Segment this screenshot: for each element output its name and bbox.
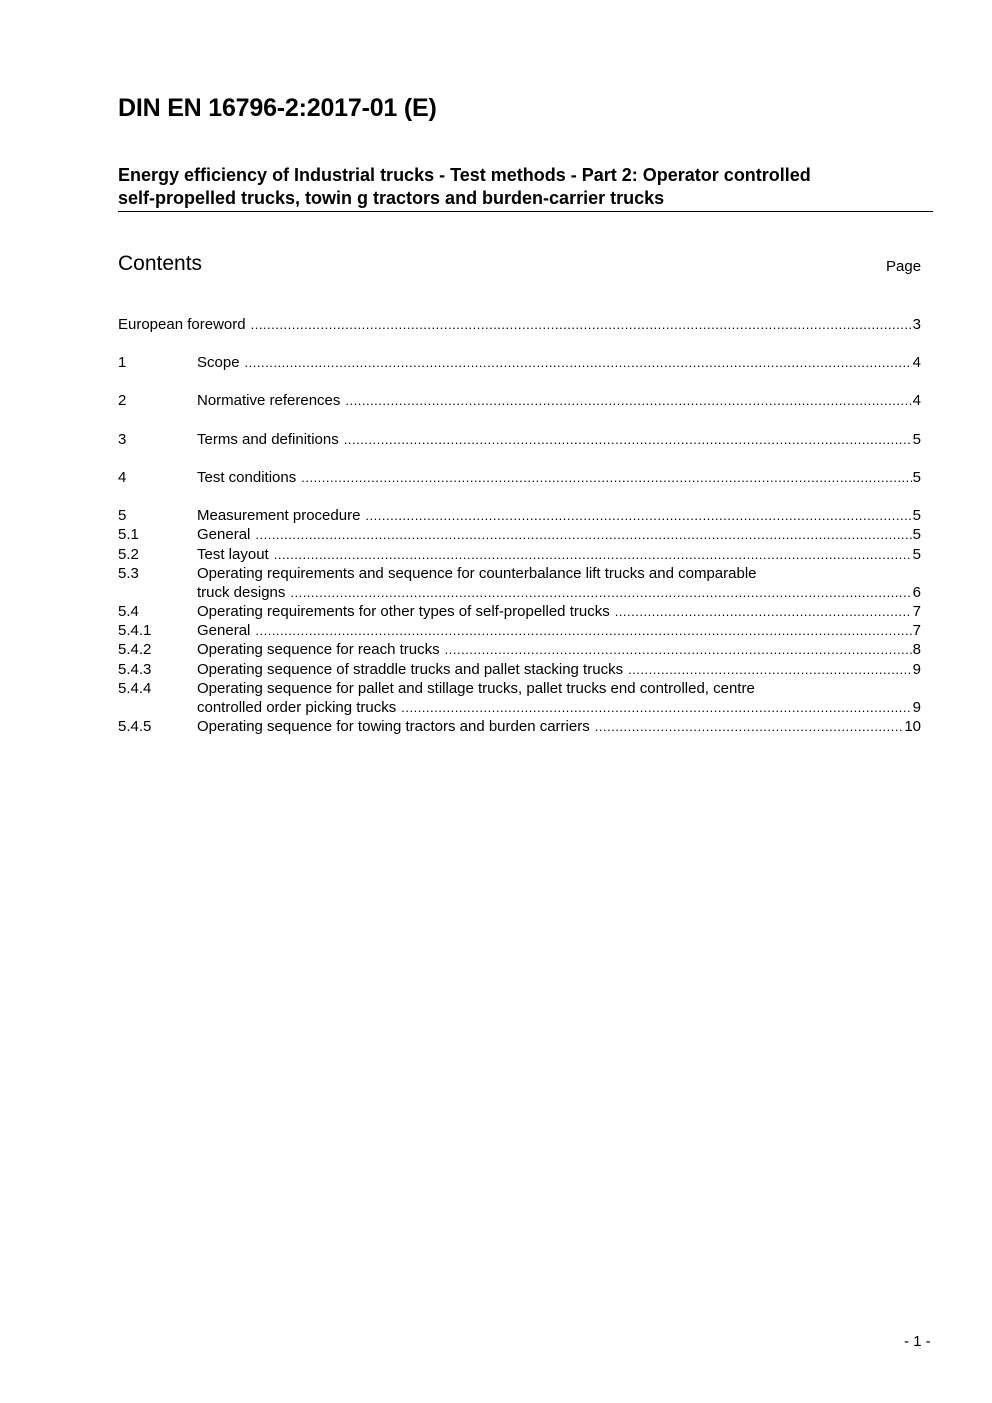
toc-entry-title: European foreword (118, 316, 246, 333)
toc-dot-leader (615, 602, 912, 621)
toc-entry-number: 5.1 (118, 526, 139, 543)
toc-entry-5-4-5[interactable] (118, 717, 921, 736)
toc-entry-number: 5.4.3 (118, 661, 152, 678)
toc-entry-number: 5.2 (118, 546, 139, 563)
toc-entry-number: 2 (118, 392, 127, 409)
toc-entry-number: 4 (118, 469, 127, 486)
toc-entry-5-4-1[interactable] (118, 621, 921, 640)
toc-entry-number: 5.4.4 (118, 680, 152, 697)
toc-entry-title: General (197, 526, 251, 543)
toc-entry-5-4-3[interactable] (118, 660, 921, 679)
toc-entry-title: Scope (197, 354, 240, 371)
toc-entry-5-4[interactable] (118, 602, 921, 621)
toc-entry-title: truck designs (197, 584, 286, 601)
toc-entry-title: Test layout (197, 546, 269, 563)
document-title (118, 164, 933, 212)
toc-entry-title: Terms and definitions (197, 431, 339, 448)
toc-entry-number: 3 (118, 431, 127, 448)
toc-entry-number: 5.4 (118, 603, 139, 620)
toc-entry-number: 5.4.2 (118, 641, 152, 658)
toc-entry-page: 7 (912, 622, 921, 639)
document-title-line-2: self-propelled trucks, towin g tractors and burden-carrier trucks (118, 188, 665, 208)
toc-entry-page: 5 (912, 431, 921, 448)
page-column-heading: Page (886, 258, 922, 275)
toc-entry-page: 9 (912, 699, 921, 716)
toc-entry-5-1[interactable] (118, 525, 921, 544)
page-number: - 1 - (904, 1333, 931, 1350)
toc-entry-page: 5 (912, 507, 921, 524)
toc-dot-leader (245, 353, 912, 372)
toc-entry-5-3[interactable] (118, 564, 921, 583)
toc-dot-leader (255, 525, 911, 544)
toc-dot-leader (301, 468, 911, 487)
toc-entry-title: General (197, 622, 251, 639)
toc-entry-foreword[interactable] (118, 315, 921, 334)
document-title-line-1: Energy efficiency of Industrial trucks - Test methods - Part 2: Operator controlled (118, 165, 811, 185)
toc-entry-title: Normative references (197, 392, 341, 409)
toc-dot-leader (365, 506, 911, 525)
toc-entry-number: 1 (118, 354, 127, 371)
toc-entry-5-4-4[interactable] (118, 679, 921, 698)
toc-dot-leader (255, 621, 911, 640)
toc-entry-2[interactable] (118, 391, 921, 410)
toc-entry-page: 5 (912, 526, 921, 543)
contents-heading: Contents (118, 252, 203, 275)
toc-entry-page: 6 (912, 584, 921, 601)
toc-entry-title: Operating sequence of straddle trucks and pallet stacking trucks (197, 661, 624, 678)
toc-entry-title-line-1: Operating requirements and sequence for counterbalance lift trucks and comparable (197, 565, 757, 582)
toc-entry-page: 5 (912, 469, 921, 486)
toc-entry-title: Operating requirements for other types of self-propelled trucks (197, 603, 610, 620)
toc-entry-title: Operating sequence for reach trucks (197, 641, 440, 658)
toc-entry-5[interactable] (118, 506, 921, 525)
toc-dot-leader (595, 717, 904, 736)
toc-entry-1[interactable] (118, 353, 921, 372)
toc-entry-page: 8 (912, 641, 921, 658)
toc-dot-leader (445, 640, 912, 659)
toc-entry-number: 5.3 (118, 565, 139, 582)
toc-dot-leader (401, 698, 911, 717)
toc-entry-page: 5 (912, 546, 921, 563)
toc-entry-page: 10 (904, 718, 921, 735)
toc-entry-number: 5.4.5 (118, 718, 152, 735)
toc-dot-leader (251, 315, 912, 334)
toc-entry-title: Test conditions (197, 469, 297, 486)
toc-dot-leader (344, 430, 912, 449)
toc-entry-number: 5 (118, 507, 127, 524)
toc-dot-leader (345, 391, 911, 410)
toc-entry-5-2[interactable] (118, 545, 921, 564)
toc-entry-page: 7 (912, 603, 921, 620)
toc-entry-page: 4 (912, 392, 921, 409)
toc-entry-page: 9 (912, 661, 921, 678)
toc-dot-leader (290, 583, 911, 602)
toc-entry-title: controlled order picking trucks (197, 699, 397, 716)
toc-entry-5-4-4-continued[interactable] (118, 698, 921, 717)
toc-entry-3[interactable] (118, 430, 921, 449)
toc-entry-title: Measurement procedure (197, 507, 361, 524)
toc-entry-4[interactable] (118, 468, 921, 487)
toc-entry-title-line-1: Operating sequence for pallet and stillage trucks, pallet trucks end controlled, centre (197, 680, 755, 697)
toc-entry-5-4-2[interactable] (118, 640, 921, 659)
toc-entry-number: 5.4.1 (118, 622, 152, 639)
toc-entry-page: 4 (912, 354, 921, 371)
toc-entry-5-3-continued[interactable] (118, 583, 921, 602)
toc-entry-title: Operating sequence for towing tractors and burden carriers (197, 718, 590, 735)
toc-dot-leader (628, 660, 912, 679)
document-id: DIN EN 16796-2:2017-01 (E) (118, 94, 437, 122)
toc-entry-page: 3 (912, 316, 921, 333)
toc-dot-leader (274, 545, 912, 564)
